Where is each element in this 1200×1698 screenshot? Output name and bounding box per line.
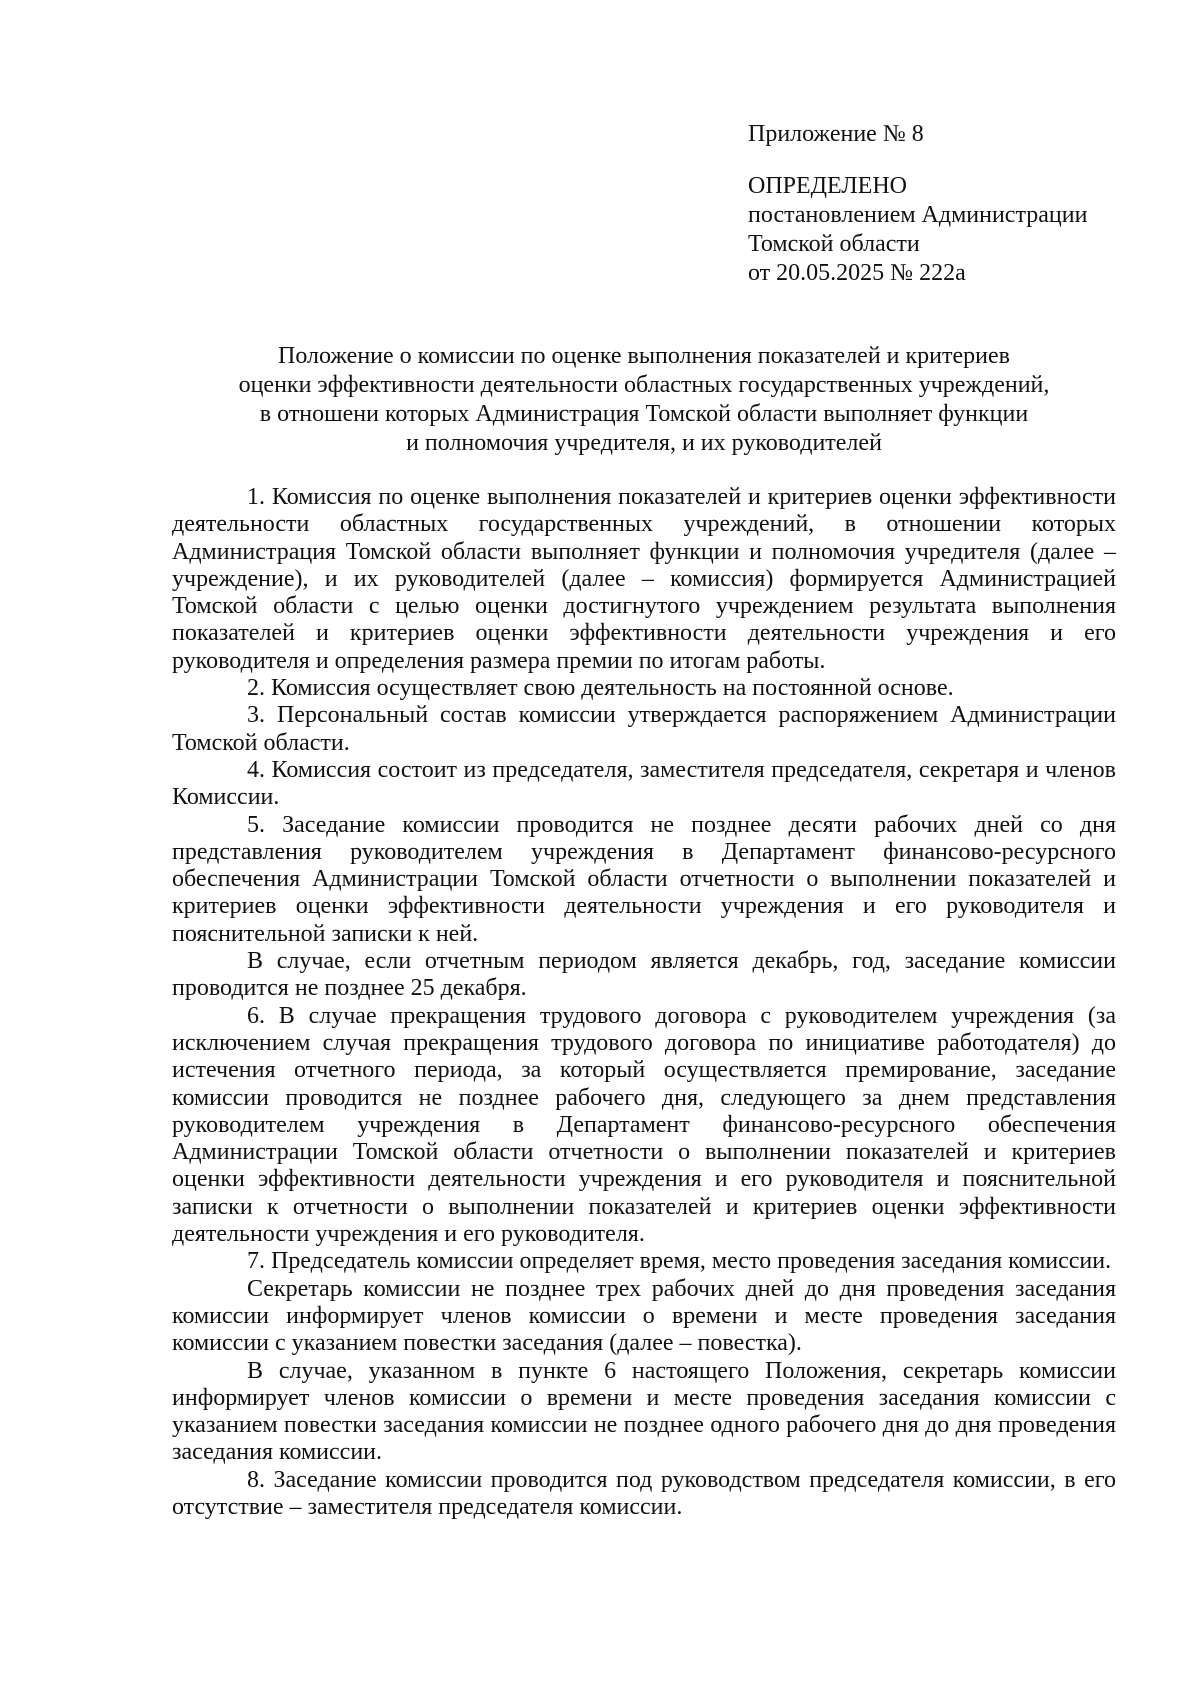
paragraph: 1. Комиссия по оценке выполнения показателей и критериев оценки эффективности деятельности областных государственных учреждений, в отношении которых Администрация Томской области выполняет функции и полномочия учредителя (далее – учреждение), и их руководителей (далее – комиссия) формируется Администрацией Томской области с целью оценки достигнутого учреждением результата выполнения показателей и критериев оценки эффективности деятельности учреждения и его руководителя и определения размера премии по итогам работы.	[172, 484, 1116, 674]
paragraph: 2. Комиссия осуществляет свою деятельность на постоянной основе.	[247, 675, 954, 702]
paragraph: 5. Заседание комиссии проводится не позднее десяти рабочих дней со дня представления руководителем учреждения в Департамент финансово-ресурсного обеспечения Администрации Томской области отчетности о выполнении показателей и критериев оценки эффективности деятельности учреждения и его руководителя и пояснительной записки к ней.	[172, 811, 1116, 947]
paragraph: Секретарь комиссии не позднее трех рабочих дней до дня проведения заседания комиссии информирует членов комиссии о времени и месте проведения заседания комиссии с указанием повестки заседания (далее – повестка).	[172, 1275, 1116, 1357]
approval-line: Томской области	[748, 231, 920, 257]
title-line: в отношени которых Администрация Томской области выполняет функции	[259, 401, 1029, 427]
approval-block	[748, 172, 1087, 288]
paragraph: В случае, если отчетным периодом является декабрь, год, заседание комиссии проводится не позднее 25 декабря.	[172, 948, 1116, 1002]
title-line: Положение о комиссии по оценке выполнения показателей и критериев	[278, 343, 1010, 369]
appendix-number: Приложение № 8	[748, 121, 924, 147]
document-title	[172, 342, 1116, 458]
approval-line: от 20.05.2025 № 222а	[748, 260, 966, 286]
paragraph: 7. Председатель комиссии определяет время, место проведения заседания комиссии.	[247, 1248, 1112, 1275]
title-line: и полномочия учредителя, и их руководителей	[406, 430, 882, 456]
paragraph: В случае, указанном в пункте 6 настоящего Положения, секретарь комиссии информирует членов комиссии о времени и месте проведения заседания комиссии с указанием повестки заседания комиссии не позднее одного рабочего дня до дня проведения заседания комиссии.	[172, 1357, 1116, 1466]
header-block	[748, 120, 1087, 288]
paragraph: 6. В случае прекращения трудового договора с руководителем учреждения (за исключением случая прекращения трудового договора по инициативе работодателя) до истечения отчетного периода, за который осуществляется премирование, заседание комиссии проводится не позднее рабочего дня, следующего за днем представления руководителем учреждения в Департамент финансово-ресурсного обеспечения Администрации Томской области отчетности о выполнении показателей и критериев оценки эффективности деятельности учреждения и его руководителя и пояснительной записки к отчетности о выполнении показателей и критериев оценки эффективности деятельности учреждения и его руководителя.	[172, 1002, 1116, 1248]
approval-line: ОПРЕДЕЛЕНО	[748, 173, 907, 199]
approval-line: постановлением Администрации	[748, 202, 1088, 228]
title-line: оценки эффективности деятельности областных государственных учреждений,	[238, 372, 1050, 398]
document-body	[172, 484, 1116, 1521]
paragraph: 8. Заседание комиссии проводится под руководством председателя комиссии, в его отсутствие – заместителя председателя комиссии.	[172, 1466, 1116, 1520]
paragraph: 3. Персональный состав комиссии утверждается распоряжением Администрации Томской области.	[172, 702, 1116, 756]
paragraph: 4. Комиссия состоит из председателя, заместителя председателя, секретаря и членов Комиссии.	[172, 756, 1116, 811]
